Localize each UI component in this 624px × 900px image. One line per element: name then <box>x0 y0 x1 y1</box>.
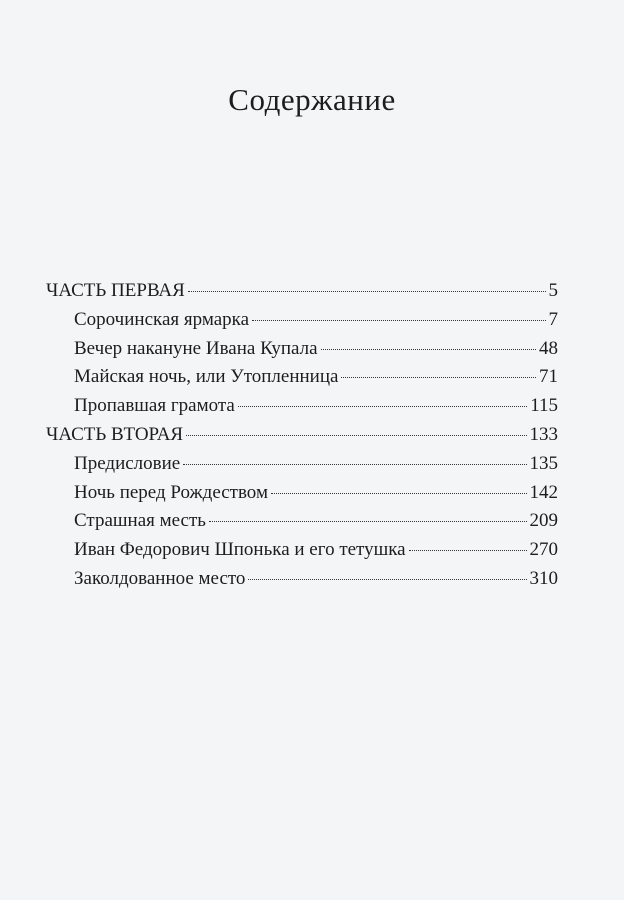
toc-entry-label: Пропавшая грамота <box>74 395 235 417</box>
toc-entry-part-2 <box>46 424 558 453</box>
toc-entry <box>46 568 558 597</box>
toc-entry <box>46 395 558 424</box>
toc-entry-label: ЧАСТЬ ПЕРВАЯ <box>46 280 185 301</box>
toc-entry-part-1 <box>46 280 558 309</box>
toc-entry-page: 270 <box>529 539 558 561</box>
dot-leader <box>248 579 526 580</box>
toc-entry <box>46 366 558 395</box>
toc-entry-label: Заколдованное место <box>74 567 246 589</box>
toc-entry-label: Страшная месть <box>74 510 206 532</box>
dot-leader <box>209 521 527 522</box>
toc-entry-label: Предисловие <box>74 452 181 474</box>
toc-entry-page: 71 <box>539 366 558 388</box>
toc-entry-label: Иван Федорович Шпонька и его тетушка <box>74 539 406 561</box>
dot-leader <box>271 493 527 494</box>
toc-entry <box>46 338 558 367</box>
toc-entry-page: 310 <box>529 567 558 589</box>
table-of-contents <box>46 280 558 597</box>
toc-entry-page: 142 <box>529 481 558 503</box>
toc-entry-page: 115 <box>530 395 558 417</box>
toc-entry <box>46 482 558 511</box>
toc-entry-label: ЧАСТЬ ВТОРАЯ <box>46 423 184 445</box>
toc-entry-label: Сорочинская ярмарка <box>74 308 250 330</box>
dot-leader <box>238 406 527 407</box>
toc-entry-label: Вечер накануне Ивана Купала <box>74 337 318 359</box>
dot-leader <box>252 320 545 321</box>
dot-leader <box>186 435 526 436</box>
dot-leader <box>321 349 536 350</box>
toc-entry-page: 7 <box>548 308 558 330</box>
toc-entry-page: 209 <box>529 510 558 532</box>
toc-entry-page: 135 <box>529 452 558 474</box>
toc-entry-label: Ночь перед Рождеством <box>74 481 268 503</box>
toc-entry-page: 48 <box>539 337 558 359</box>
toc-entry <box>46 309 558 338</box>
toc-entry <box>46 453 558 482</box>
toc-entry-page: 5 <box>548 280 558 301</box>
dot-leader <box>409 550 527 551</box>
toc-entry-page: 133 <box>529 423 558 445</box>
toc-entry <box>46 510 558 539</box>
dot-leader <box>341 377 536 378</box>
page-title: Содержание <box>228 82 396 117</box>
dot-leader <box>188 291 546 292</box>
dot-leader <box>183 464 526 465</box>
toc-entry <box>46 539 558 568</box>
toc-entry-label: Майская ночь, или Утопленница <box>74 366 339 388</box>
